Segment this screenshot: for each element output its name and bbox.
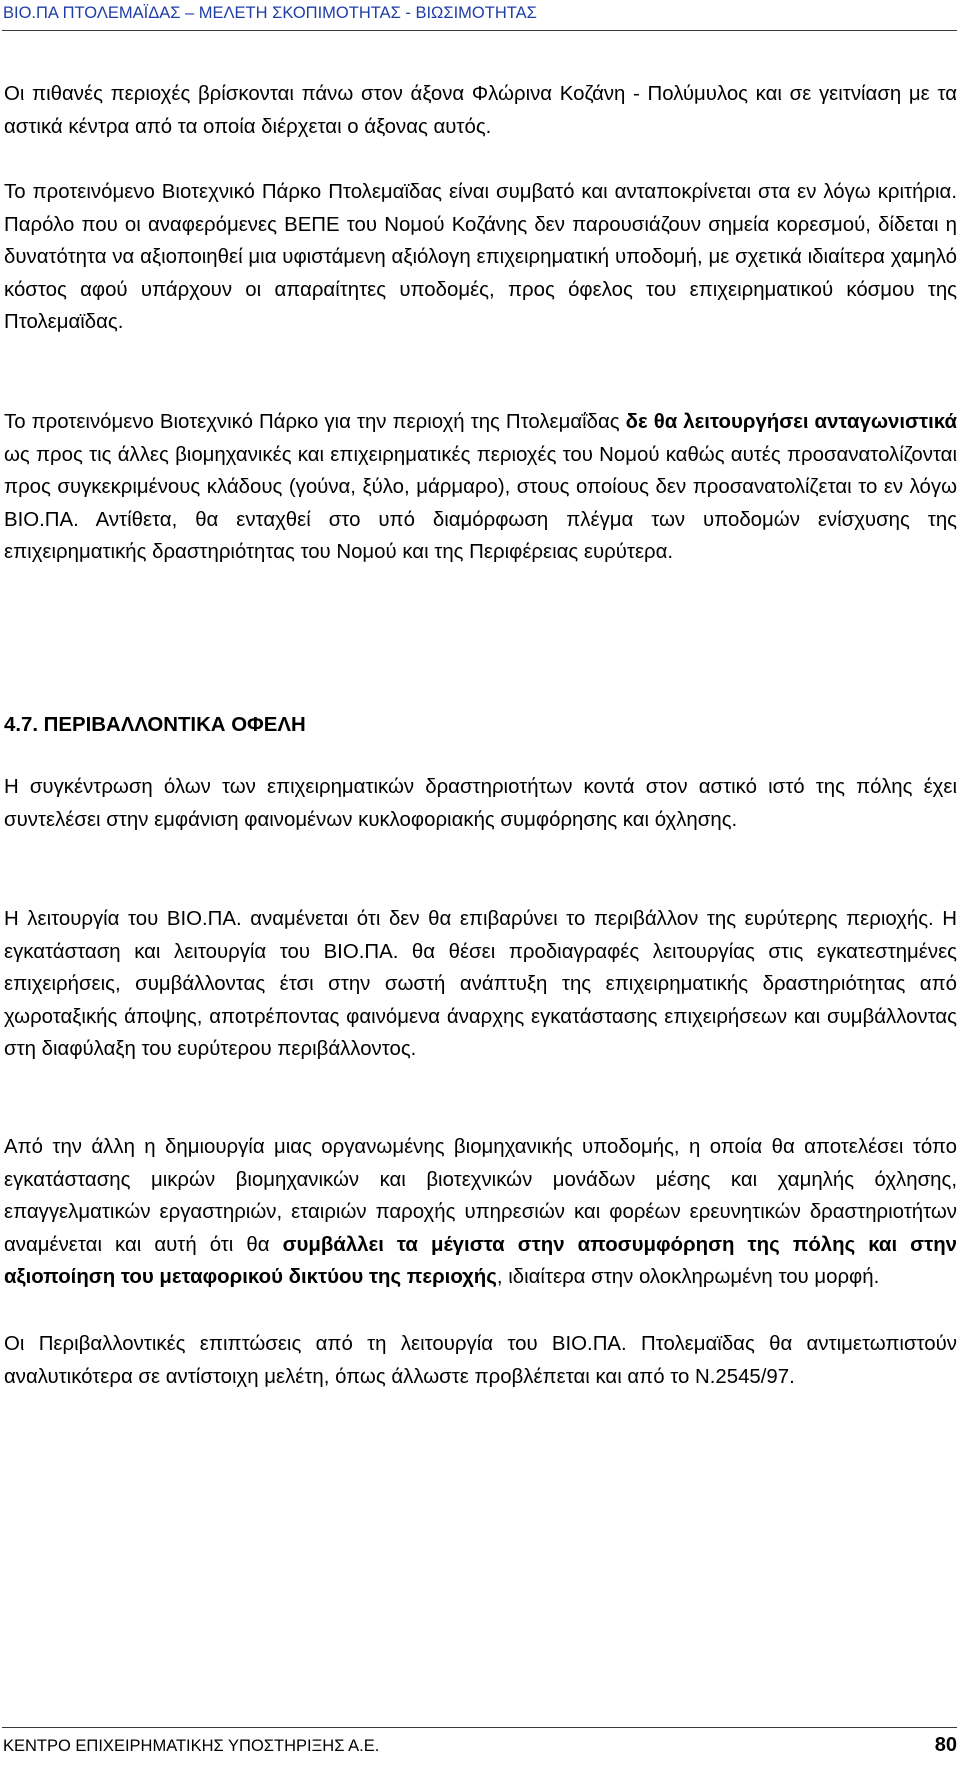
footer-company: ΚΕΝΤΡΟ ΕΠΙΧΕΙΡΗΜΑΤΙΚΗΣ ΥΠΟΣΤΗΡΙΞΗΣ Α.Ε. — [3, 1737, 380, 1755]
paragraph-6-emphasis: συμβάλλει τα μέγιστα στην αποσυμφόρηση της πόλης και στην αξιοποίηση του μεταφορικού δικτύου της περιοχής — [4, 1233, 958, 1289]
section-heading: 4.7. ΠΕΡΙΒΑΛΛΟΝΤΙΚΑ ΟΦΕΛΗ — [4, 714, 306, 736]
paragraph-6-text-b: , ιδιαίτερα στην ολοκληρωμένη του μορφή. — [496, 1266, 880, 1289]
paragraph-6-text-a: Από την άλλη η δημιουργία μιας οργανωμένης βιομηχανικής υποδομής, η οποία θα αποτελέσει τόπο εγκατάστασης μικρών βιομηχανικών και βιοτεχνικών μονάδων μέσης και χαμηλής όχλησης, επαγγελματικών εργαστηριών, εταιριών παροχής υπηρεσιών και φορέων ερευνητικών δραστηριοτήτων αναμένεται και αυτή ότι θα — [4, 1136, 957, 1256]
paragraph-6 — [4, 1131, 957, 1294]
paragraph-3-emphasis: δε θα λειτουργήσει ανταγωνιστικά — [625, 411, 957, 433]
paragraph-2: Το προτεινόμενο Βιοτεχνικό Πάρκο Πτολεμαϊδας είναι συμβατό και ανταποκρίνεται στα εν λόγω κριτήρια. Παρόλο που οι αναφερόμενες ΒΕΠΕ του Νομού Κοζάνης δεν παρουσιάζουν σημεία κορεσμού, δίδεται η δυνατότητα να αξιοποιηθεί μια υφιστάμενη αξιόλογη επιχειρηματική υποδομή, με σχετικά ιδιαίτερα χαμηλό κόστος αφού υπάρχουν οι απαραίτητες υποδομές, προς όφελος του επιχειρηματικού κόσμου της Πτολεμαϊδας. — [4, 181, 957, 334]
footer-divider — [2, 1727, 957, 1728]
paragraph-4: Η συγκέντρωση όλων των επιχειρηματικών δραστηριοτήτων κοντά στον αστικό ιστό της πόλης έχει συντελέσει στην εμφάνιση φαινομένων κυκλοφοριακής συμφόρησης και όχλησης. — [4, 776, 957, 831]
paragraph-3 — [4, 406, 957, 569]
paragraph-1: Οι πιθανές περιοχές βρίσκονται πάνω στον άξονα Φλώρινα Κοζάνη - Πολύμυλος και σε γειτνίαση με τα αστικά κέντρα από τα οποία διέρχεται ο άξονας αυτός. — [4, 83, 957, 138]
header-title: ΒΙΟ.ΠΑ ΠΤΟΛΕΜΑΪΔΑΣ – ΜΕΛΕΤΗ ΣΚΟΠΙΜΟΤΗΤΑΣ - ΒΙΩΣΙΜΟΤΗΤΑΣ — [3, 4, 537, 22]
page-number: 80 — [934, 1734, 957, 1756]
paragraph-3-text-a: Το προτεινόμενο Βιοτεχνικό Πάρκο για την περιοχή της Πτολεμαΐδας — [4, 411, 626, 433]
paragraph-7: Οι Περιβαλλοντικές επιπτώσεις από τη λειτουργία του ΒΙΟ.ΠΑ. Πτολεμαϊδας θα αντιμετωπιστούν αναλυτικότερα σε αντίστοιχη μελέτη, όπως άλλωστε προβλέπεται και από το Ν.2545/97. — [4, 1333, 957, 1388]
paragraph-5: Η λειτουργία του ΒΙΟ.ΠΑ. αναμένεται ότι δεν θα επιβαρύνει το περιβάλλον της ευρύτερης περιοχής. Η εγκατάσταση και λειτουργία του ΒΙΟ.ΠΑ. θα θέσει προδιαγραφές λειτουργίας στις εγκατεστημένες επιχειρήσεις, συμβάλλοντας έτσι στην σωστή ανάπτυξη της επιχειρηματικής δραστηριότητας από χωροταξικής άποψης, αποτρέποντας φαινόμενα άναρχης εγκατάστασης επιχειρήσεων και συμβάλλοντας στη διαφύλαξη του ευρύτερου περιβάλλοντος. — [4, 908, 957, 1061]
page-header — [0, 0, 960, 34]
paragraph-3-text-b: ως προς τις άλλες βιομηχανικές και επιχειρηματικές περιοχές του Νομού καθώς αυτές προσανατολίζονται προς συγκεκριμένους κλάδους (γούνα, ξύλο, μάρμαρο), στους οποίους δεν προσανατολίζεται το εν λόγω ΒΙΟ.ΠΑ. Αντίθετα, θα ενταχθεί στο υπό διαμόρφωση πλέγμα των υποδομών ενίσχυσης της επιχειρηματικής δραστηριότητας του Νομού και της Περιφέρειας ευρύτερα. — [4, 443, 957, 564]
header-divider — [2, 30, 957, 31]
